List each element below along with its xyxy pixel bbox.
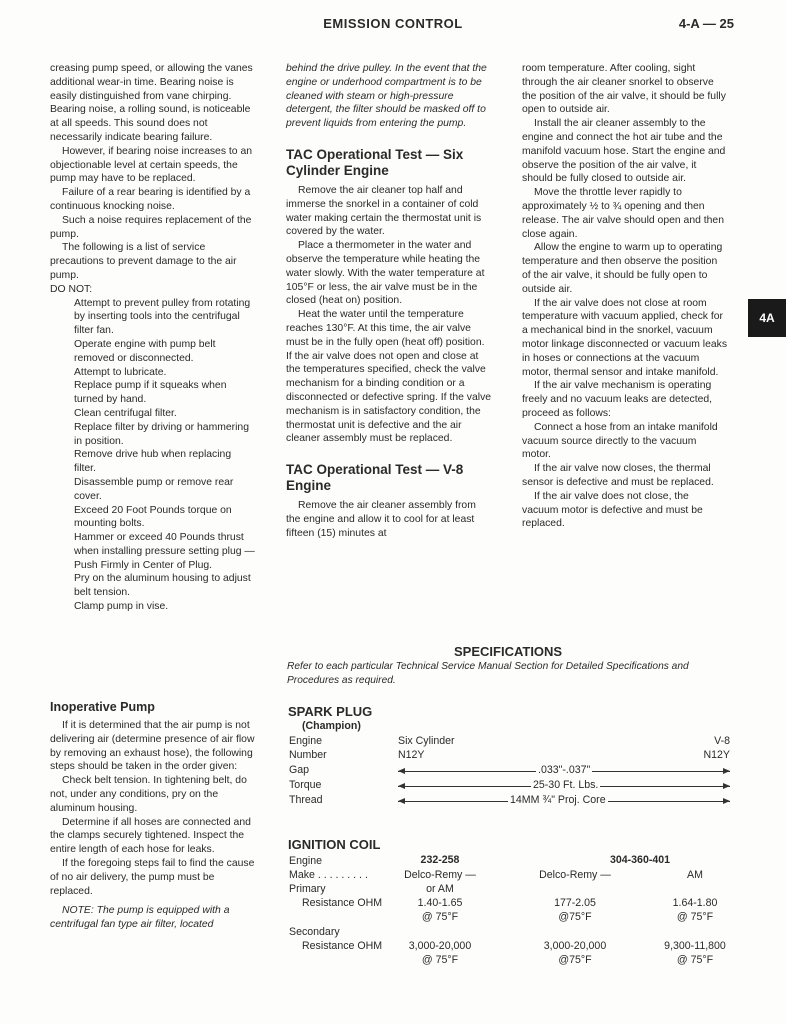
spark-engine-six: Six Cylinder xyxy=(398,735,455,747)
paragraph: Check belt tension. In tightening belt, do not, under any conditions, pry on the aluminum housing. xyxy=(50,775,247,814)
section-heading: Inoperative Pump xyxy=(50,700,155,714)
paragraph: Heat the water until the temperature reaches 130°F. At this time, the air valve must be in the fully open (heat off) position. If the air valve does not open and close at the temperatures specified, check the valve mechanism for a binding condition or a disconnected or defective spring. If the valve mechanism is in satisfactory condition, the thermostat unit is defective and the air cleaner assembly must be replaced. xyxy=(286,309,492,445)
list-item: Attempt to prevent pulley from rotating by inserting tools into the centrifugal filter fan. xyxy=(74,297,251,337)
paragraph: creasing pump speed, or allowing the vanes additional wear-in time. Bearing noise is easily distinguished from vane chirping. Bearing noise, a rolling sound, is noticeable at all speeds. This sound does not necessarily indicate bearing failure. xyxy=(50,63,253,143)
paragraph: If it is determined that the air pump is not delivering air (determine presence of air flow by removing an exhaust hose), the following steps should be taken in the order given: xyxy=(50,720,255,773)
coil-engine-b: 304-360-401 xyxy=(609,854,671,866)
specifications-title: SPECIFICATIONS xyxy=(454,644,563,659)
paragraph: If the air valve mechanism is operating freely and no vacuum leaks are detected, proceed as follows: xyxy=(522,380,713,419)
list-item: Clamp pump in vise. xyxy=(74,601,169,613)
list-item: Replace filter by driving or hammering in position. xyxy=(74,421,249,447)
spark-engine-v8: V-8 xyxy=(714,735,730,747)
list-item: Exceed 20 Foot Pounds torque on mounting bolts. xyxy=(74,504,232,530)
spark-thread-arrow xyxy=(398,795,730,807)
inoperative-pump-section xyxy=(50,700,255,932)
list-item: Attempt to lubricate. xyxy=(74,366,167,378)
list-item: Clean centrifugal filter. xyxy=(74,407,177,419)
column-right xyxy=(522,62,728,531)
paragraph: However, if bearing noise increases to an objectionable level at certain speeds, the pump may have to be replaced. xyxy=(50,145,253,185)
coil-make-label: Make . . . . . . . . . xyxy=(289,869,368,881)
section-heading: TAC Operational Test — Six Cylinder Engine xyxy=(286,146,464,178)
spark-number-six: N12Y xyxy=(398,749,425,761)
paragraph: If the air valve now closes, the thermal sensor is defective and must be replaced. xyxy=(522,463,714,488)
paragraph: Remove the air cleaner assembly from the engine and allow it to cool for at least fifteen (15) minutes at xyxy=(286,500,476,539)
column-left xyxy=(50,62,255,614)
page-header-title: EMISSION CONTROL xyxy=(323,16,463,31)
spark-thread-label: Thread xyxy=(289,794,323,806)
coil-secondary-temp-c: @ 75°F xyxy=(676,954,714,966)
do-not-label: DO NOT: xyxy=(50,283,93,295)
paragraph: Determine if all hoses are connected and the clamps securely tightened. Inspect the entire length of each hose for leaks. xyxy=(50,816,251,856)
paragraph: If the air valve does not close, the vacuum motor is defective and must be replaced. xyxy=(522,490,703,530)
spark-gap-arrow xyxy=(398,765,730,777)
spark-number-v8: N12Y xyxy=(703,749,730,761)
paragraph: Install the air cleaner assembly to the engine and connect the hot air tube and the manifold vacuum hose. Start the engine and observe the position of the air valve, it should be fully closed to outside air. xyxy=(522,118,726,185)
coil-secondary-label: Secondary xyxy=(289,926,340,938)
specifications-note: Refer to each particular Technical Service Manual Section for Detailed Specifications and Procedures as required. xyxy=(287,661,689,686)
list-item: Replace pump if it squeaks when turned by hand. xyxy=(74,380,227,406)
coil-primary-temp-a: @ 75°F xyxy=(421,911,459,923)
coil-engine-a: 232-258 xyxy=(420,854,460,866)
paragraph: behind the drive pulley. In the event that the engine or underhood compartment is to be cleaned with steam or high-pressure detergent, the filter should be masked off to prevent liquids from entering the pump. xyxy=(286,63,487,130)
paragraph: Such a noise requires replacement of the pump. xyxy=(50,214,252,240)
coil-engine-label: Engine xyxy=(289,855,322,867)
list-item: Disassemble pump or remove rear cover. xyxy=(74,476,234,502)
coil-primary-temp-b: @75°F xyxy=(558,911,592,923)
paragraph: Allow the engine to warm up to operating temperature and then observe the position of the air valve, it should be fully open to outside air. xyxy=(522,242,723,295)
list-item: Pry on the aluminum housing to adjust belt tension. xyxy=(74,573,251,599)
coil-primary-b: 177-2.05 xyxy=(554,897,596,909)
coil-secondary-temp-b: @75°F xyxy=(558,954,592,966)
ignition-coil-heading: IGNITION COIL xyxy=(288,837,381,852)
paragraph: If the foregoing steps fail to find the cause of no air delivery, the pump must be replaced. xyxy=(50,857,255,897)
coil-secondary-resistance-label: Resistance OHM xyxy=(302,940,383,952)
coil-primary-label: Primary xyxy=(289,883,326,895)
coil-primary-c: 1.64-1.80 xyxy=(672,897,718,909)
coil-primary-temp-c: @ 75°F xyxy=(676,911,714,923)
coil-primary-a: 1.40-1.65 xyxy=(417,897,463,909)
paragraph: Remove the air cleaner top half and immerse the snorkel in a container of cold water making certain the thermostat unit is covered by the water. xyxy=(286,184,482,238)
spark-number-label: Number xyxy=(289,749,327,761)
column-middle xyxy=(286,62,492,541)
coil-primary-resistance-label: Resistance OHM xyxy=(302,897,383,909)
paragraph: room temperature. After cooling, sight through the air cleaner snorkel to observe the position of the air valve, it should be fully open to outside air. xyxy=(522,63,726,116)
paragraph: Failure of a rear bearing is identified by a continuous knocking noise. xyxy=(50,187,251,212)
list-item: Hammer or exceed 40 Pounds thrust when installing pressure setting plug — Push Firmly in Center of Plug. xyxy=(74,532,255,571)
spark-thread-value: 14MM ¾" Proj. Core xyxy=(510,794,606,806)
paragraph: Place a thermometer in the water and observe the temperature while heating the water slowly. With the water temperature at 105°F or less, the air valve must be in the closed (heat on) position. xyxy=(286,240,485,307)
coil-make-b: Delco-Remy — xyxy=(539,869,611,881)
coil-secondary-a: 3,000-20,000 xyxy=(408,940,472,952)
spark-engine-label: Engine xyxy=(289,735,322,747)
spark-torque-label: Torque xyxy=(289,779,322,791)
coil-secondary-b: 3,000-20,000 xyxy=(543,940,607,952)
coil-make-a2: or AM xyxy=(426,883,454,895)
page-number: 4-A — 25 xyxy=(678,16,734,31)
list-item: Operate engine with pump belt removed or disconnected. xyxy=(74,338,216,364)
spark-plug-sub: (Champion) xyxy=(302,720,361,732)
coil-secondary-c: 9,300-11,800 xyxy=(664,940,726,952)
spark-gap-value: .033"-.037" xyxy=(538,764,591,776)
coil-make-c: AM xyxy=(687,869,703,881)
paragraph: The following is a list of service precautions to prevent damage to the air pump. xyxy=(50,242,237,281)
section-heading: TAC Operational Test — V-8 Engine xyxy=(286,462,464,494)
paragraph: If the air valve does not close at room temperature with vacuum applied, check for a mechanical bind in the snorkel, vacuum motor linkage disconnected or vacuum leaks in hoses or connections at the vacuum motor, thermal sensor and intake manifold. xyxy=(522,297,728,378)
spark-torque-arrow xyxy=(398,780,730,792)
note: NOTE: The pump is equipped with a centrifugal fan type air filter, located xyxy=(50,905,230,931)
paragraph: Connect a hose from an intake manifold vacuum source directly to the vacuum motor. xyxy=(522,421,718,461)
spark-torque-value: 25-30 Ft. Lbs. xyxy=(533,779,599,791)
coil-make-a: Delco-Remy — xyxy=(404,869,476,881)
spark-plug-heading: SPARK PLUG xyxy=(288,704,373,719)
paragraph: Move the throttle lever rapidly to approximately ½ to ¾ opening and then release. The air valve should open and then close again. xyxy=(522,187,724,240)
spark-gap-label: Gap xyxy=(289,764,310,776)
list-item: Remove drive hub when replacing filter. xyxy=(74,449,232,475)
coil-secondary-temp-a: @ 75°F xyxy=(421,954,459,966)
section-tab: 4A xyxy=(748,299,786,337)
